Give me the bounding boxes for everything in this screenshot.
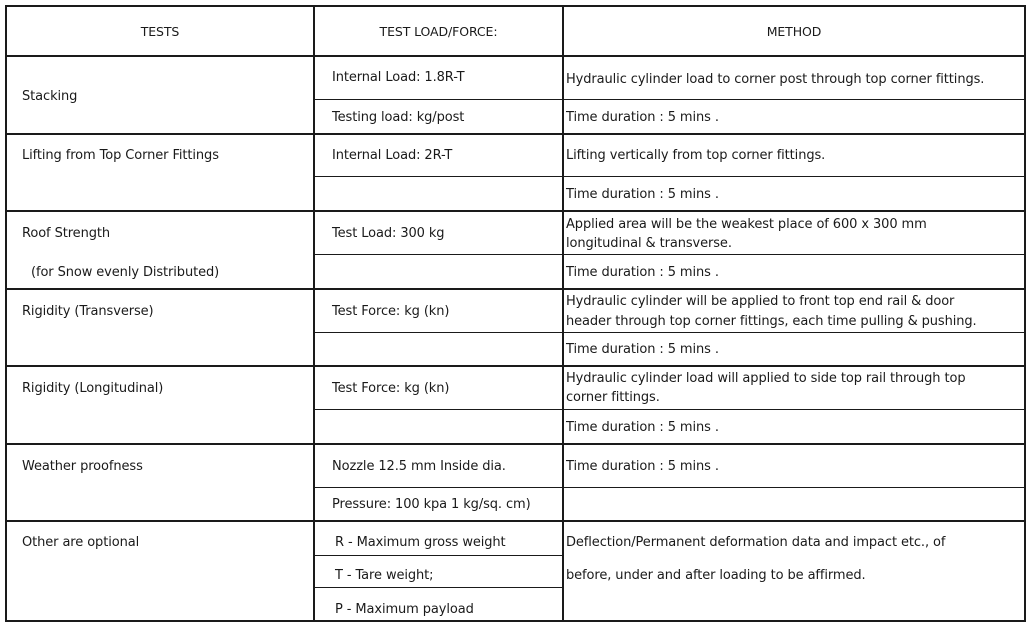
- group-line: [5, 210, 1026, 212]
- legend-item: R - Maximum gross weight: [335, 535, 506, 550]
- method-text: corner fittings.: [566, 390, 660, 405]
- test-load: Pressure: 100 kpa 1 kg/sq. cm): [332, 497, 531, 512]
- method-text: longitudinal & transverse.: [566, 236, 732, 251]
- method-text: Hydraulic cylinder load to corner post through top corner fittings.: [566, 72, 985, 87]
- header-tests: TESTS: [140, 24, 180, 39]
- header-test-load: TEST LOAD/FORCE:: [379, 24, 498, 39]
- method-text: Applied area will be the weakest place of 600 x 300 mm: [566, 217, 927, 232]
- test-load: Testing load: kg/post: [332, 110, 465, 125]
- group-line: [5, 443, 1026, 445]
- column-divider-2: [562, 5, 564, 622]
- test-name: Rigidity (Transverse): [22, 304, 154, 319]
- subrow-line: [314, 99, 1026, 100]
- test-name: Weather proofness: [22, 459, 143, 474]
- subrow-line: [314, 254, 1026, 255]
- test-load: Test Load: 300 kg: [332, 226, 445, 241]
- group-line: [5, 520, 1026, 522]
- test-load: Internal Load: 2R-T: [332, 148, 453, 163]
- method-text: header through top corner fittings, each time pulling & pushing.: [566, 314, 977, 329]
- test-load: Test Force: kg (kn): [332, 304, 450, 319]
- test-name: Rigidity (Longitudinal): [22, 381, 164, 396]
- subrow-line: [314, 487, 1026, 488]
- test-note: (for Snow evenly Distributed): [31, 265, 220, 280]
- method-text: before, under and after loading to be affirmed.: [566, 568, 866, 583]
- test-load: Nozzle 12.5 mm Inside dia.: [332, 459, 506, 474]
- method-text: Time duration : 5 mins .: [566, 265, 719, 280]
- column-divider-1: [313, 5, 315, 622]
- method-text: Time duration : 5 mins .: [566, 110, 719, 125]
- test-name: Other are optional: [22, 535, 140, 550]
- subrow-line: [314, 176, 1026, 177]
- subrow-line: [314, 555, 563, 556]
- header-bottom-line: [5, 55, 1026, 57]
- method-text: Deflection/Permanent deformation data and impact etc., of: [566, 535, 946, 550]
- method-text: Hydraulic cylinder load will applied to side top rail through top: [566, 371, 966, 386]
- method-text: Time duration : 5 mins .: [566, 420, 719, 435]
- method-text: Lifting vertically from top corner fittings.: [566, 148, 826, 163]
- test-name: Roof Strength: [22, 226, 110, 241]
- method-text: Time duration : 5 mins .: [566, 459, 719, 474]
- group-line: [5, 365, 1026, 367]
- method-text: Time duration : 5 mins .: [566, 342, 719, 357]
- test-name: Lifting from Top Corner Fittings: [22, 148, 219, 163]
- group-line: [5, 288, 1026, 290]
- subrow-line: [314, 587, 563, 588]
- test-name: Stacking: [22, 89, 78, 104]
- border-left: [5, 5, 7, 622]
- test-load: Test Force: kg (kn): [332, 381, 450, 396]
- method-text: Hydraulic cylinder will be applied to front top end rail & door: [566, 294, 955, 309]
- method-text: Time duration : 5 mins .: [566, 187, 719, 202]
- group-line: [5, 133, 1026, 135]
- legend-item: T - Tare weight;: [335, 568, 434, 583]
- border-top: [5, 5, 1026, 7]
- border-bottom: [5, 620, 1026, 622]
- subrow-line: [314, 409, 1026, 410]
- test-load: Internal Load: 1.8R-T: [332, 70, 465, 85]
- subrow-line: [314, 332, 1026, 333]
- legend-item: P - Maximum payload: [335, 602, 474, 617]
- header-method: METHOD: [766, 24, 822, 39]
